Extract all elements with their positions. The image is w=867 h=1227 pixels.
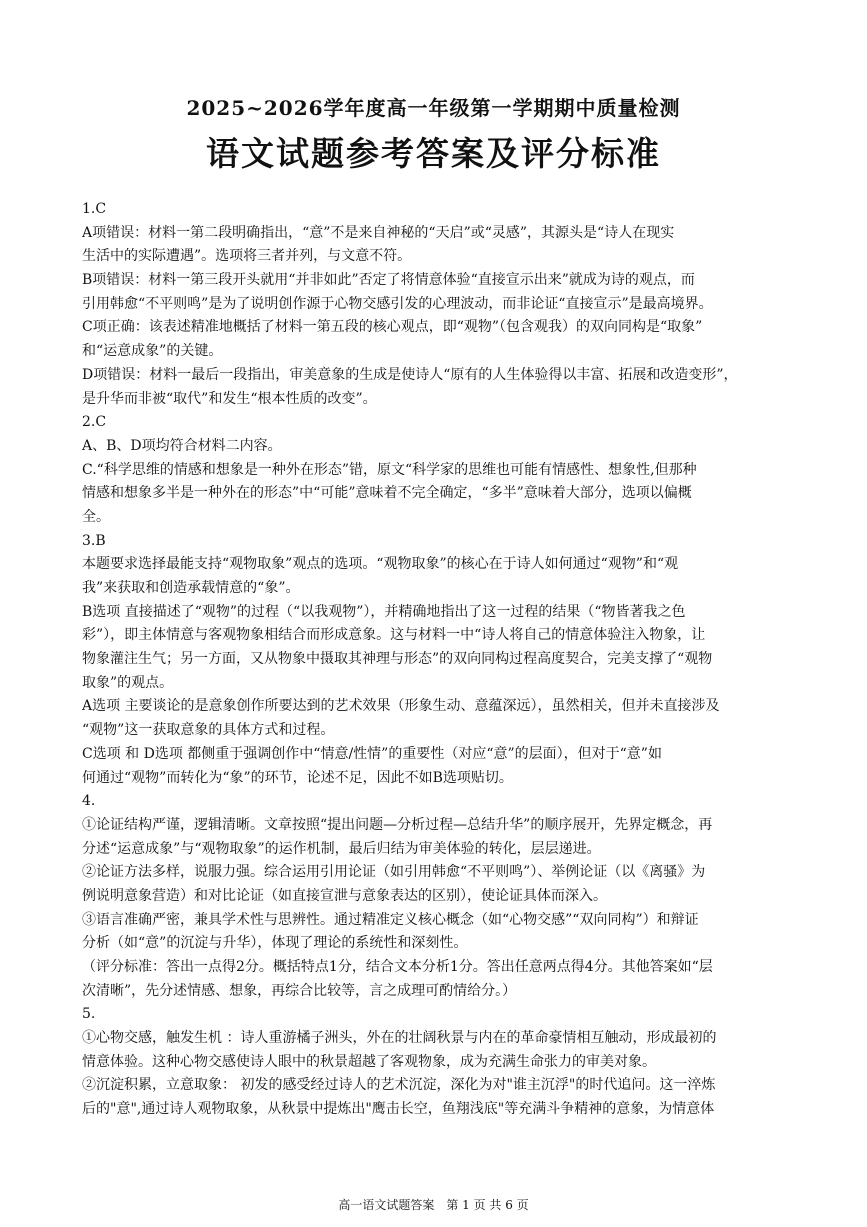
page-footer: 高一语文试题答案 第 1 页 共 6 页 <box>338 1198 529 1212</box>
text-line: 次清晰”，先分述情感、想象，再综合比较等，言之成理可酌情给分。） <box>82 982 517 999</box>
text-line: C.“科学思维的情感和想象是一种外在形态”错，原文“科学家的思维也可能有情感性、想象性,但那种 <box>82 461 697 478</box>
exam-title: 语文试题参考答案及评分标准 <box>206 134 661 173</box>
text-line: 彩”），即主体情意与客观物象相结合而形成意象。这与材料一中“诗人将自己的情意体验注入物象，让 <box>82 627 706 644</box>
text-line: ②论证方法多样，说服力强。综合运用引用论证（如引用韩愈“不平则鸣”）、举例论证（以《离骚》为 <box>82 864 706 881</box>
text-line: C项正确：该表述精准地概括了材料一第五段的核心观点，即“观物”（包含观我）的双向同构是“取象” <box>82 319 703 336</box>
text-line: ①论证结构严谨，逻辑清晰。文章按照“提出问题—分析过程—总结升华”的顺序展开，先界定概念，再 <box>82 816 713 833</box>
text-line: 5. <box>82 1006 96 1023</box>
text-line: 本题要求选择最能支持“观物取象”观点的选项。“观物取象”的核心在于诗人如何通过“观物”和“观 <box>82 556 679 573</box>
text-line: 情感和想象多半是一种外在的形态”中“可能”意味着不完全确定，“多半”意味着大部分，选项以偏概 <box>82 485 692 502</box>
text-line: 情意体验。这种心物交感使诗人眼中的秋景超越了客观物象，成为充满生命张力的审美对象。 <box>82 1053 656 1070</box>
text-line: 2.C <box>82 414 107 431</box>
text-line: B选项 直接描述了“观物”的过程（“以我观物”），并精确地指出了这一过程的结果（“物皆著我之色 <box>82 603 686 620</box>
text-line: “观物”这一获取意象的具体方式和过程。 <box>82 722 335 739</box>
text-line: 引用韩愈“不平则鸣”是为了说明创作源于心物交感引发的心理波动，而非论证“直接宣示”是最高境界。 <box>82 295 713 312</box>
text-line: 全。 <box>82 508 110 525</box>
text-line: 4. <box>82 793 96 810</box>
text-line: C选项 和 D选项 都侧重于强调创作中“情意/性情”的重要性（对应“意”的层面），但对于“意”如 <box>82 745 662 762</box>
text-line: （评分标准：答出一点得2分。概括特点1分，结合文本分析1分。答出任意两点得4分。其他答案如“层 <box>82 959 713 975</box>
text-line: 是升华而非被“取代”和发生“根本性质的改变”。 <box>82 390 377 407</box>
text-line: 3.B <box>82 532 106 549</box>
answer-content <box>82 198 790 1122</box>
exam-subtitle: 2025~2026学年度高一年级第一学期期中质量检测 <box>186 96 681 120</box>
text-line: 例说明意象营造）和对比论证（如直接宣泄与意象表达的区别），使论证具体而深入。 <box>82 887 607 904</box>
text-line: 取象”的观点。 <box>82 674 174 691</box>
text-line: 后的"意",通过诗人观物取象，从秋景中提炼出"鹰击长空，鱼翔浅底"等充满斗争精神的意象，为情意体 <box>82 1101 715 1118</box>
text-line: 生活中的实际遭遇”。选项将三者并列，与文意不符。 <box>82 248 412 265</box>
text-line: 和“运意成象”的关键。 <box>82 343 223 360</box>
text-line: 何通过“观物”而转化为“象”的环节，论述不足，因此不如B选项贴切。 <box>82 769 513 786</box>
text-line: 我”来获取和创造承载情意的“象”。 <box>82 580 300 596</box>
text-line: ①心物交感，触发生机 ：诗人重游橘子洲头，外在的壮阔秋景与内在的革命豪情相互触动，形成最初的 <box>82 1030 717 1047</box>
text-line: 物象灌注生气；另一方面，又从物象中摄取其神理与形态”的双向同构过程高度契合，完美支撑了“观物 <box>82 651 713 668</box>
text-line: 分述“运意成象”与“观物取象”的运作机制，最后归结为审美体验的转化，层层递进。 <box>82 840 601 857</box>
text-line: B项错误：材料一第三段开头就用“并非如此”否定了将情意体验“直接宣示出来”就成为诗的观点，而 <box>82 272 695 289</box>
text-line: 1.C <box>82 201 107 217</box>
text-line: D项错误：材料一最后一段指出，审美意象的生成是使诗人“原有的人生体验得以丰富、拓展和改造变形”， <box>82 366 738 383</box>
text-line: A选项 主要谈论的是意象创作所要达到的艺术效果（形象生动、意蕴深远），虽然相关，但并未直接涉及 <box>82 698 720 715</box>
text-line: A项错误：材料一第二段明确指出，“意”不是来自神秘的“天启”或“灵感”，其源头是“诗人在现实 <box>82 224 675 241</box>
text-line: 分析（如“意”的沉淀与升华），体现了理论的系统性和深刻性。 <box>82 935 468 952</box>
text-line: A、B、D项均符合材料二内容。 <box>82 437 282 454</box>
text-line: ②沉淀积累，立意取象： 初发的感受经过诗人的艺术沉淀，深化为对"谁主沉浮"的时代追问。这一淬炼 <box>82 1077 716 1094</box>
text-line: ③语言准确严密，兼具学术性与思辨性。通过精准定义核心概念（如“心物交感”“双向同构”）和辩证 <box>82 911 699 928</box>
